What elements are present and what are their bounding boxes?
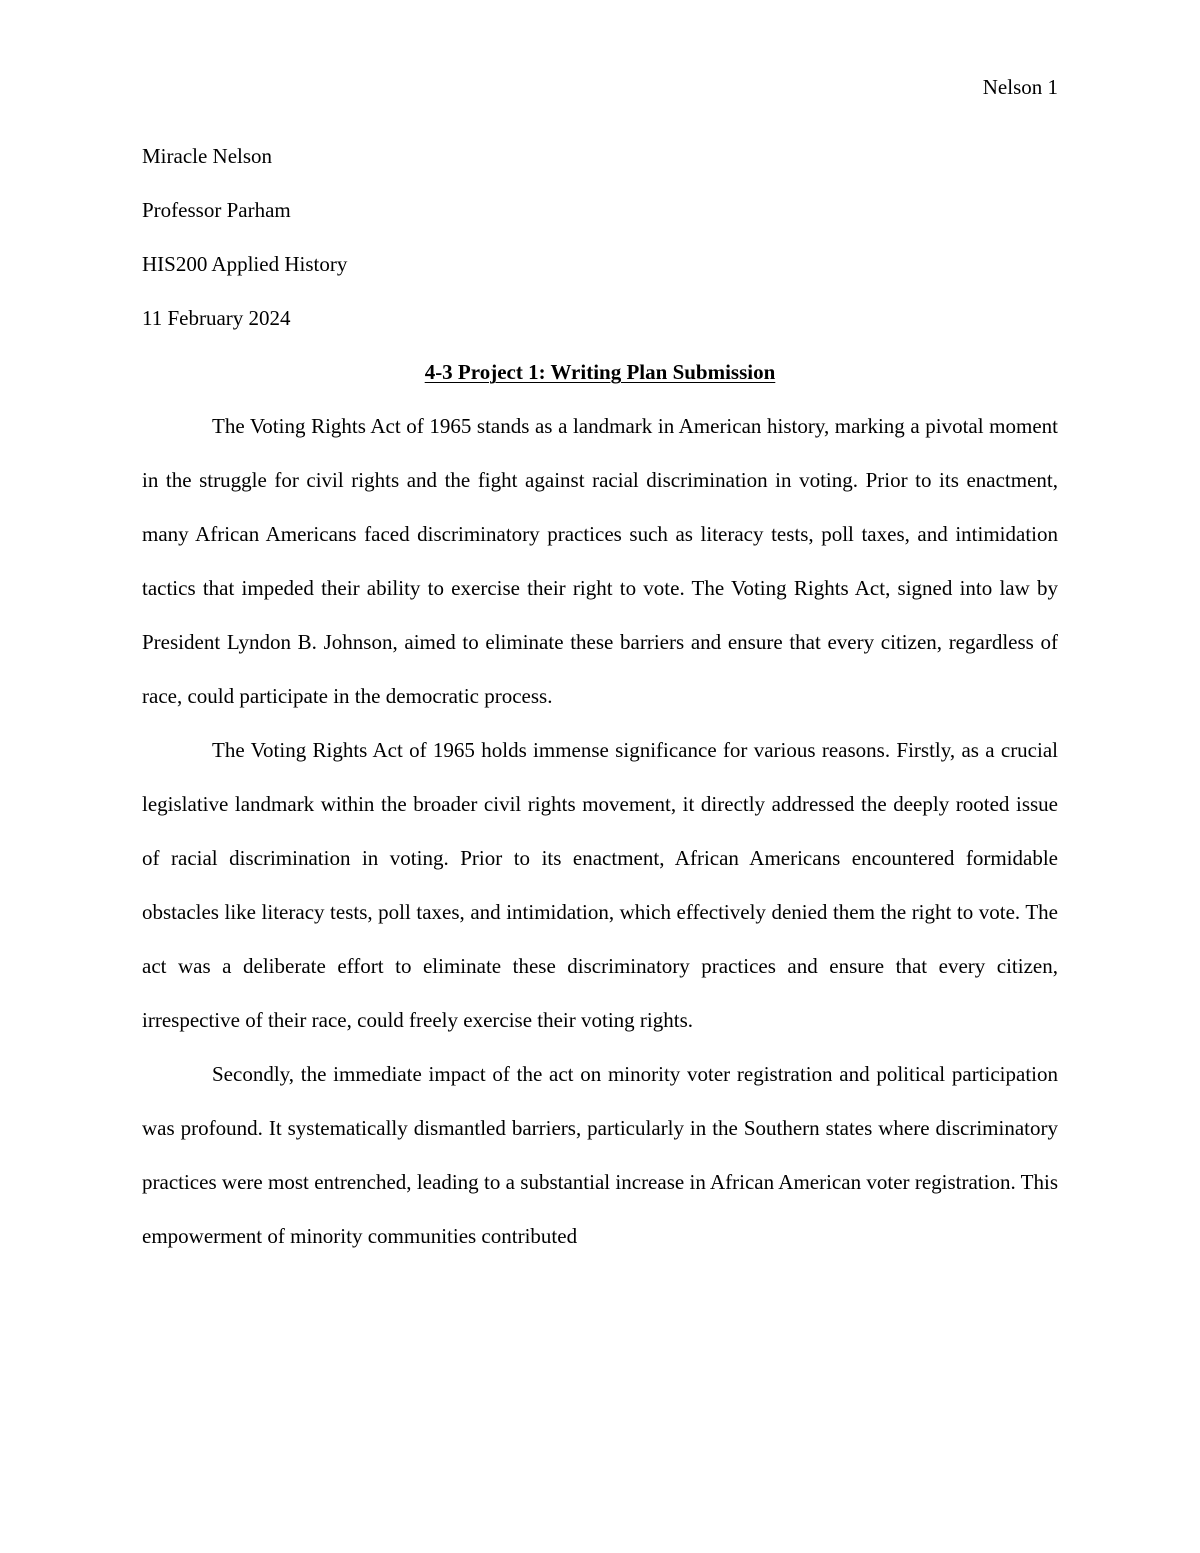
running-head: Nelson 1 — [982, 75, 1058, 99]
paragraph-1: The Voting Rights Act of 1965 stands as a landmark in American history, marking a pivotal moment in the struggle for civil rights and the fight against racial discrimination in voting. Prior to its enactment, many African Americans faced discriminatory practices such as literacy tests, poll taxes, and intimidation tactics that impeded their ability to exercise their right to vote. The Voting Rights Act, signed into law by President Lyndon B. Johnson, aimed to eliminate these barriers and ensure that every citizen, regardless of race, could participate in the democratic process. — [142, 414, 1058, 708]
student-name: Miracle Nelson — [142, 144, 273, 168]
document-body — [142, 129, 1058, 1263]
professor-name: Professor Parham — [142, 198, 291, 222]
document-title: 4-3 Project 1: Writing Plan Submission — [424, 360, 776, 384]
course-name: HIS200 Applied History — [142, 252, 348, 276]
submission-date: 11 February 2024 — [142, 306, 291, 330]
paragraph-2: The Voting Rights Act of 1965 holds immense significance for various reasons. Firstly, as a crucial legislative landmark within the broader civil rights movement, it directly addressed the deeply rooted issue of racial discrimination in voting. Prior to its enactment, African Americans encountered formidable obstacles like literacy tests, poll taxes, and intimidation, which effectively denied them the right to vote. The act was a deliberate effort to eliminate these discriminatory practices and ensure that every citizen, irrespective of their race, could freely exercise their voting rights. — [142, 738, 1058, 1032]
paragraph-3: Secondly, the immediate impact of the act on minority voter registration and political participation was profound. It systematically dismantled barriers, particularly in the Southern states where discriminatory practices were most entrenched, leading to a substantial increase in African American voter registration. This empowerment of minority communities contributed — [142, 1062, 1058, 1248]
